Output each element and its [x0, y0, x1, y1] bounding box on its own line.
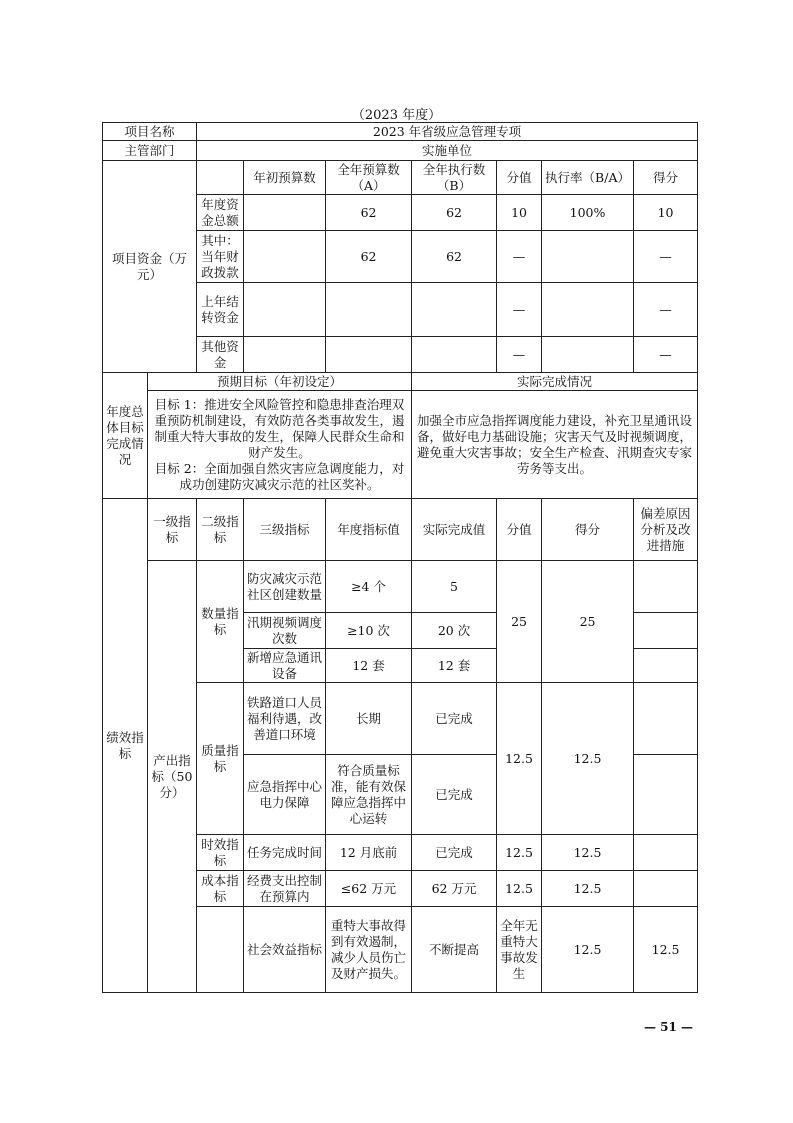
funds-row-name: 其他资金: [197, 337, 244, 373]
funds-row-score: 10: [634, 195, 698, 231]
indicator-target: ≥10 次: [326, 613, 412, 649]
funds-row-budget: [326, 283, 412, 337]
quality-score-val: 12.5: [497, 683, 542, 835]
funds-row-init: [244, 231, 326, 283]
funds-header-exec: 全年执行数（B）: [412, 161, 497, 195]
indicator-actual: 已完成: [412, 835, 497, 871]
perf-header-level2: 二级指标: [197, 499, 244, 561]
indicator-target: 不断提高: [412, 907, 497, 993]
timeliness-score: 12.5: [542, 835, 634, 871]
quality-label: 质量指标: [197, 683, 244, 835]
indicator-target: 12 月底前: [326, 835, 412, 871]
indicator-name: 经费支出控制在预算内: [244, 871, 326, 907]
funds-row-init: [244, 337, 326, 373]
goal-1-text: 目标 1：推进安全风险管控和隐患排查治理双重预防机制建设，有效防范各类事故发生，遏制重大特大事故的发生，保障人民群众生命和财产发生。: [154, 396, 405, 460]
funds-row-init: [244, 195, 326, 231]
indicator-target: 12 套: [326, 649, 412, 683]
cost-score: 12.5: [542, 871, 634, 907]
perf-label: 绩效指标: [103, 499, 148, 993]
perf-header-level3: 三级指标: [244, 499, 326, 561]
timeliness-label: 时效指标: [197, 835, 244, 871]
goals-label: 年度总体目标完成情况: [103, 373, 148, 499]
performance-table: [102, 122, 698, 993]
indicator-actual: 全年无重特大事故发生: [497, 907, 542, 993]
funds-row-rate: 100%: [542, 195, 634, 231]
indicator-actual: 12 套: [412, 649, 497, 683]
social-label: 社会效益指标: [244, 907, 326, 993]
funds-row-budget: 62: [326, 195, 412, 231]
goals-header-row: [103, 373, 698, 391]
level1-benefit-cell: [197, 907, 244, 993]
level1-output: 产出指标（50 分）: [148, 561, 197, 993]
deviation-cell: [634, 683, 698, 755]
goals-content-row: [103, 391, 698, 499]
perf-header-deviation: 偏差原因分析及改进措施: [634, 499, 698, 561]
indicator-name: 防灾减灾示范社区创建数量: [244, 561, 326, 613]
quantity-label: 数量指标: [197, 561, 244, 683]
indicator-name: 新增应急通讯设备: [244, 649, 326, 683]
quality-score: 12.5: [542, 683, 634, 835]
funds-row-score-val: —: [497, 231, 542, 283]
social-score-val: 12.5: [542, 907, 634, 993]
indicator-target: ≤62 万元: [326, 871, 412, 907]
project-name-value: 2023 年省级应急管理专项: [197, 123, 698, 141]
indicator-actual: 已完成: [412, 755, 497, 835]
cost-label: 成本指标: [197, 871, 244, 907]
goal-2-text: 目标 2：全面加强自然灾害应急调度能力，对成功创建防灾减灾示范的社区奖补。: [154, 460, 405, 492]
funds-label: 项目资金（万元）: [103, 161, 197, 373]
indicator-actual: 20 次: [412, 613, 497, 649]
funds-row-name: 上年结转资金: [197, 283, 244, 337]
dept-label: 主管部门: [103, 141, 197, 161]
indicator-name: 任务完成时间: [244, 835, 326, 871]
funds-row-score: —: [634, 231, 698, 283]
cost-score-val: 12.5: [497, 871, 542, 907]
social-score: 12.5: [634, 907, 698, 993]
funds-row-exec: [412, 283, 497, 337]
funds-header-row: [103, 161, 698, 195]
deviation-cell: [634, 649, 698, 683]
quantity-score-val: 25: [497, 561, 542, 683]
perf-header-level1: 一级指标: [148, 499, 197, 561]
indicator-target: ≥4 个: [326, 561, 412, 613]
indicator-actual: 5: [412, 561, 497, 613]
funds-row-exec: 62: [412, 231, 497, 283]
timeliness-score-val: 12.5: [497, 835, 542, 871]
funds-header-rate: 执行率（B/A）: [542, 161, 634, 195]
funds-row-rate: [542, 231, 634, 283]
indicator-name: 汛期视频调度次数: [244, 613, 326, 649]
dept-row: [103, 141, 698, 161]
impl-label: 实施单位: [197, 141, 698, 161]
year-heading: （2023 年度）: [351, 108, 442, 123]
funds-row-budget: [326, 337, 412, 373]
funds-row-score: —: [634, 283, 698, 337]
funds-row-init: [244, 283, 326, 337]
indicator-name: 应急指挥中心电力保障: [244, 755, 326, 835]
funds-row-score-val: —: [497, 283, 542, 337]
goals-actual-text: 加强全市应急指挥调度能力建设，补充卫星通讯设备，做好电力基础设施；灾害天气及时视频调度，避免重大灾害事故；安全生产检查、汛期查灾专家劳务等支出。: [412, 391, 698, 499]
perf-header-actual: 实际完成值: [412, 499, 497, 561]
goals-expected-text: [148, 391, 412, 499]
indicator-target: 长期: [326, 683, 412, 755]
deviation-cell: [634, 755, 698, 835]
funds-row-score-val: —: [497, 337, 542, 373]
funds-row-name: 年度资金总额: [197, 195, 244, 231]
funds-row-name: 其中：当年财政拨款: [197, 231, 244, 283]
funds-row-score: —: [634, 337, 698, 373]
funds-header-init: 年初预算数: [244, 161, 326, 195]
funds-row-exec: [412, 337, 497, 373]
funds-header-budget: 全年预算数（A）: [326, 161, 412, 195]
funds-empty-header: [197, 161, 244, 195]
deviation-cell: [634, 871, 698, 907]
funds-row-score-val: 10: [497, 195, 542, 231]
funds-row-rate: [542, 283, 634, 337]
perf-header-score-val: 分值: [497, 499, 542, 561]
page-number: — 51 —: [643, 1020, 693, 1034]
perf-header-target: 年度指标值: [326, 499, 412, 561]
funds-row-exec: 62: [412, 195, 497, 231]
indicator-target: 符合质量标准，能有效保障应急指挥中心运转: [326, 755, 412, 835]
goals-actual-header: 实际完成情况: [412, 373, 698, 391]
perf-header-row: [103, 499, 698, 561]
funds-header-score: 得分: [634, 161, 698, 195]
deviation-cell: [634, 835, 698, 871]
perf-header-score: 得分: [542, 499, 634, 561]
funds-row-rate: [542, 337, 634, 373]
funds-header-score-val: 分值: [497, 161, 542, 195]
indicator-actual: 已完成: [412, 683, 497, 755]
quantity-score: 25: [542, 561, 634, 683]
funds-row-budget: 62: [326, 231, 412, 283]
project-name-label: 项目名称: [103, 123, 197, 141]
deviation-cell: [634, 561, 698, 613]
goals-expected-header: 预期目标（年初设定）: [148, 373, 412, 391]
indicator-name: 重特大事故得到有效遏制，减少人员伤亡及财产损失。: [326, 907, 412, 993]
indicator-actual: 62 万元: [412, 871, 497, 907]
perf-row: [103, 561, 698, 613]
deviation-cell: [634, 613, 698, 649]
indicator-name: 铁路道口人员福利待遇，改善道口环境: [244, 683, 326, 755]
project-name-row: [103, 123, 698, 141]
